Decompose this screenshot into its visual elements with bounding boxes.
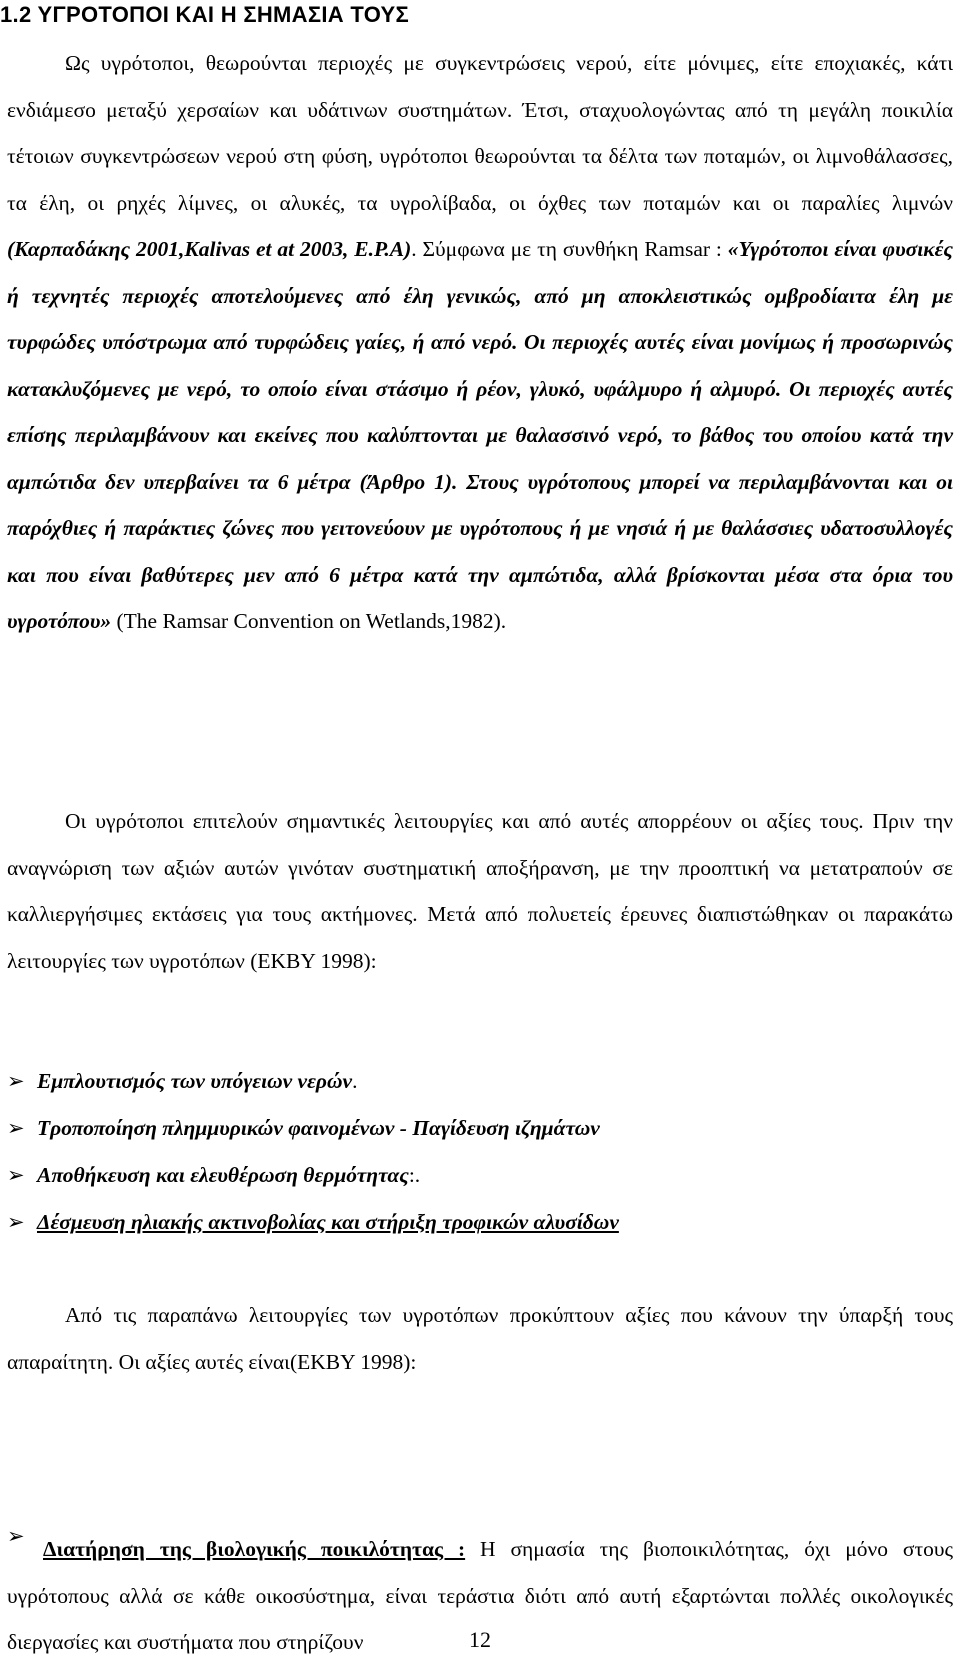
values-intro-paragraph: Από τις παραπάνω λειτουργίες των υγροτόπων προκύπτουν αξίες που κάνουν την ύπαρξή τους απαραίτητη. Οι αξίες αυτές είναι(ΕΚΒΥ 1998): [7, 1303, 953, 1374]
section-heading: 1.2 ΥΓΡΟΤΟΠΟΙ ΚΑΙ Η ΣΗΜΑΣΙΑ ΤΟΥΣ [0, 2, 409, 27]
ramsar-source: (The Ramsar Convention on Wetlands,1982). [111, 609, 507, 633]
definition-intro: Ως υγρότοποι, θεωρούνται περιοχές με συγκεντρώσεις νερού, είτε μόνιμες, είτε εποχιακές, κάτι ενδιάμεσο μεταξύ χερσαίων και υδάτινων συστημάτων. Έτσι, σταχυολογώντας από τη μεγάλη ποικιλία τέτοιων συγκεντρώσεων νερού στη φύση, υγρότοποι θεωρούνται τα δέλτα των ποταμών, οι λιμνοθάλασσες, τα έλη, οι ρηχές λίμνες, οι αλυκές, τα υγρολίβαδα, οι όχθες των ποταμών και οι παραλίες λιμνών [7, 51, 953, 215]
arrow-bullet-icon: ➢ [7, 1116, 25, 1140]
function-label: Δέσμευση ηλιακής ακτινοβολίας και στήριξη τροφικών αλυσίδων [37, 1210, 619, 1234]
list-item [7, 1058, 953, 1105]
citation: (Καρπαδάκης 2001,Kalivas et at 2003, E.P.A) [7, 237, 412, 261]
function-tail: . [352, 1069, 358, 1093]
wetlands-definition-paragraph [7, 40, 953, 645]
value-title: Διατήρηση της βιολογικής ποικιλότητας : [43, 1537, 466, 1561]
function-tail: :. [408, 1163, 421, 1187]
ramsar-lead: . Σύμφωνα με τη συνθήκη Ramsar : [411, 237, 728, 261]
page-number: 12 [469, 1627, 491, 1652]
arrow-bullet-icon: ➢ [7, 1524, 25, 1548]
ramsar-quote: «Υγρότοποι είναι φυσικές ή τεχνητές περιοχές αποτελούμενες από έλη γενικώς, από μη αποκλειστικώς ομβροδίαιτα έλη με τυρφώδες υπόστρωμα από τυρφώδεις γαίες, ή από νερό. Οι περιοχές αυτές είναι μονίμως ή προσωρινώς κατακλυζόμενες με νερό, το οποίο είναι στάσιμο ή ρέον, γλυκό, υφάλμυρο ή αλμυρό. Οι περιοχές αυτές επίσης περιλαμβάνουν και εκείνες που καλύπτονται με θαλασσινό νερό, το βάθος του οποίου κατά την αμπώτιδα δεν υπερβαίνει τα 6 μέτρα (Άρθρο 1). Στους υγρότοπους μπορεί να περιλαμβάνονται και οι παρόχθιες ή παράκτιες ζώνες που γειτονεύουν με υγρότοπους ή με νησιά ή με θαλάσσιες υδατοσυλλογές και που είναι βαθύτερες μεν από 6 μέτρα κατά την αμπώτιδα, αλλά βρίσκονται μέσα στα όρια του υγροτόπου» [7, 237, 953, 633]
arrow-bullet-icon: ➢ [7, 1210, 25, 1234]
list-item [7, 1152, 953, 1199]
function-label: Τροποποίηση πλημμυρικών φαινομένων - Παγίδευση ιζημάτων [37, 1116, 600, 1140]
value-text: Η σημασία της βιοποικιλότητας, όχι μόνο στους υγρότοπους αλλά σε κάθε οικοσύστημα, είναι τεράστια διότι από αυτή εξαρτώνται πολλές οικολογικές διεργασίες και συστήματα που στηρίζουν [7, 1537, 954, 1654]
functions-intro-paragraph: Οι υγρότοποι επιτελούν σημαντικές λειτουργίες και από αυτές απορρέουν οι αξίες τους. Πριν την αναγνώριση των αξιών αυτών γινόταν συστηματική αποξήρανση, με την προοπτική να μετατραπούν σε καλλιεργήσιμες εκτάσεις για τους ακτήμονες. Μετά από πολυετείς έρευνες διαπιστώθηκαν οι παρακάτω λειτουργίες των υγροτόπων (ΕΚΒΥ 1998): [7, 809, 953, 973]
list-item [7, 1105, 953, 1152]
function-label: Εμπλουτισμός των υπόγειων νερών [37, 1069, 353, 1093]
functions-list [7, 1058, 953, 1246]
list-item [7, 1199, 953, 1246]
arrow-bullet-icon: ➢ [7, 1163, 25, 1187]
arrow-bullet-icon: ➢ [7, 1069, 25, 1093]
function-label: Αποθήκευση και ελευθέρωση θερμότητας [37, 1163, 409, 1187]
